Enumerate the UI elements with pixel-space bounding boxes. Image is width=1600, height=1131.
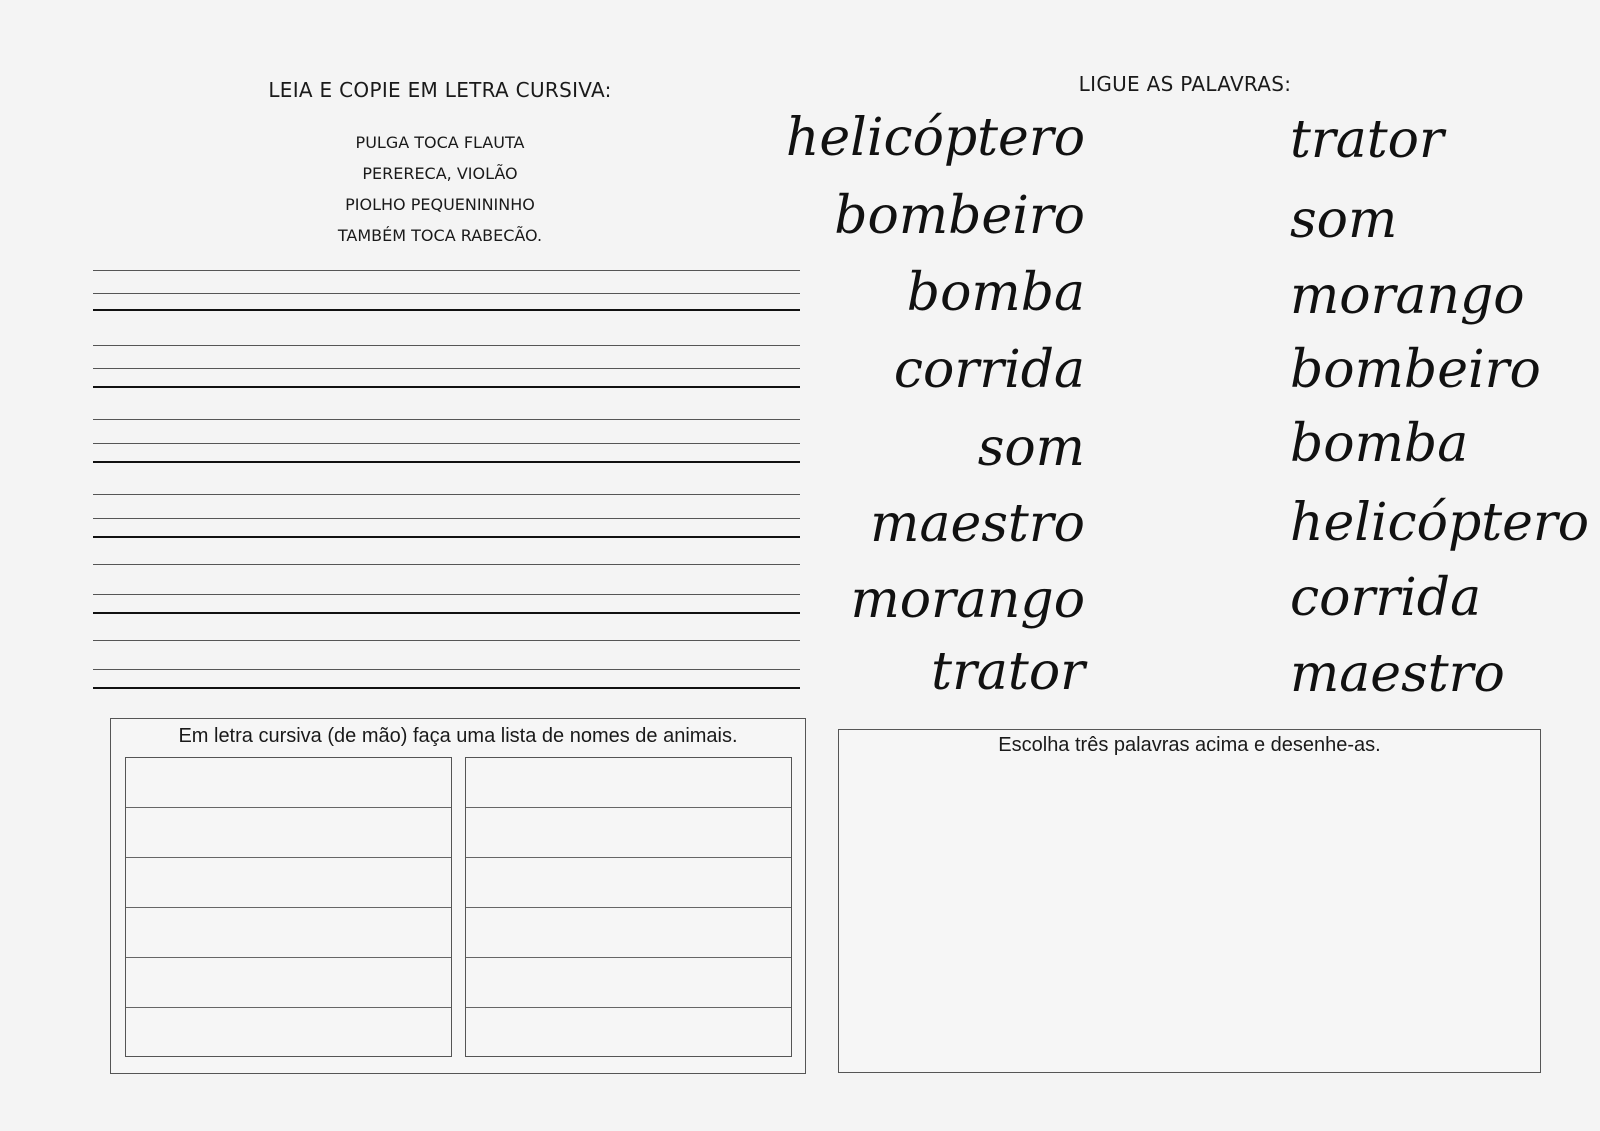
word-a-2[interactable]: bombeiro (834, 186, 1085, 246)
poem-line-4: TAMBÉM TOCA RABECÃO. (337, 226, 543, 245)
guide-line (93, 368, 800, 369)
copy-exercise-title: LEIA E COPIE EM LETRA CURSIVA: (268, 78, 612, 102)
animal-list-column-2 (465, 757, 792, 1057)
word-a-6[interactable]: maestro (870, 494, 1085, 554)
poem (0, 127, 880, 251)
word-b-4[interactable]: bombeiro (1290, 340, 1541, 400)
base-line (93, 536, 800, 538)
write-cell[interactable] (126, 958, 451, 1008)
word-a-1[interactable]: helicóptero (785, 108, 1085, 168)
word-b-3[interactable]: morango (1290, 266, 1525, 326)
write-cell[interactable] (126, 758, 451, 808)
write-cell[interactable] (466, 758, 791, 808)
drawing-box[interactable] (838, 729, 1541, 1073)
guide-line (93, 419, 800, 420)
base-line (93, 309, 800, 311)
base-line (93, 687, 800, 689)
guide-line (93, 518, 800, 519)
word-a-7[interactable]: morango (850, 570, 1085, 630)
write-cell[interactable] (466, 958, 791, 1008)
write-cell[interactable] (126, 1008, 451, 1058)
write-cell[interactable] (126, 908, 451, 958)
animal-list-caption: Em letra cursiva (de mão) faça uma lista de nomes de animais. (178, 725, 738, 747)
match-exercise-title: LIGUE AS PALAVRAS: (1078, 72, 1292, 96)
animal-list-box (110, 718, 806, 1074)
write-cell[interactable] (466, 908, 791, 958)
poem-line-2: PERERECA, VIOLÃO (362, 164, 518, 183)
guide-line (93, 594, 800, 595)
base-line (93, 461, 800, 463)
word-b-2[interactable]: som (1290, 190, 1398, 250)
write-cell[interactable] (466, 858, 791, 908)
write-cell[interactable] (466, 1008, 791, 1058)
guide-line (93, 640, 800, 641)
write-cell[interactable] (466, 808, 791, 858)
guide-line (93, 443, 800, 444)
word-a-5[interactable]: som (977, 418, 1085, 478)
word-a-3[interactable]: bomba (906, 263, 1085, 323)
word-b-5[interactable]: bomba (1290, 414, 1469, 474)
guide-line (93, 669, 800, 670)
animal-list-column-1 (125, 757, 452, 1057)
word-a-8[interactable]: trator (931, 642, 1085, 702)
guide-line (93, 270, 800, 271)
poem-line-1: PULGA TOCA FLAUTA (355, 133, 525, 152)
base-line (93, 386, 800, 388)
guide-line (93, 494, 800, 495)
guide-line (93, 293, 800, 294)
guide-line (93, 564, 800, 565)
write-cell[interactable] (126, 808, 451, 858)
poem-line-3: PIOLHO PEQUENININHO (345, 195, 535, 214)
word-b-7[interactable]: corrida (1290, 568, 1482, 628)
word-b-6[interactable]: helicóptero (1290, 493, 1590, 553)
word-b-8[interactable]: maestro (1290, 644, 1505, 704)
write-cell[interactable] (126, 858, 451, 908)
drawing-box-caption: Escolha três palavras acima e desenhe-as. (998, 734, 1381, 756)
guide-line (93, 345, 800, 346)
word-a-4[interactable]: corrida (893, 340, 1085, 400)
base-line (93, 612, 800, 614)
word-b-1[interactable]: trator (1290, 110, 1444, 170)
